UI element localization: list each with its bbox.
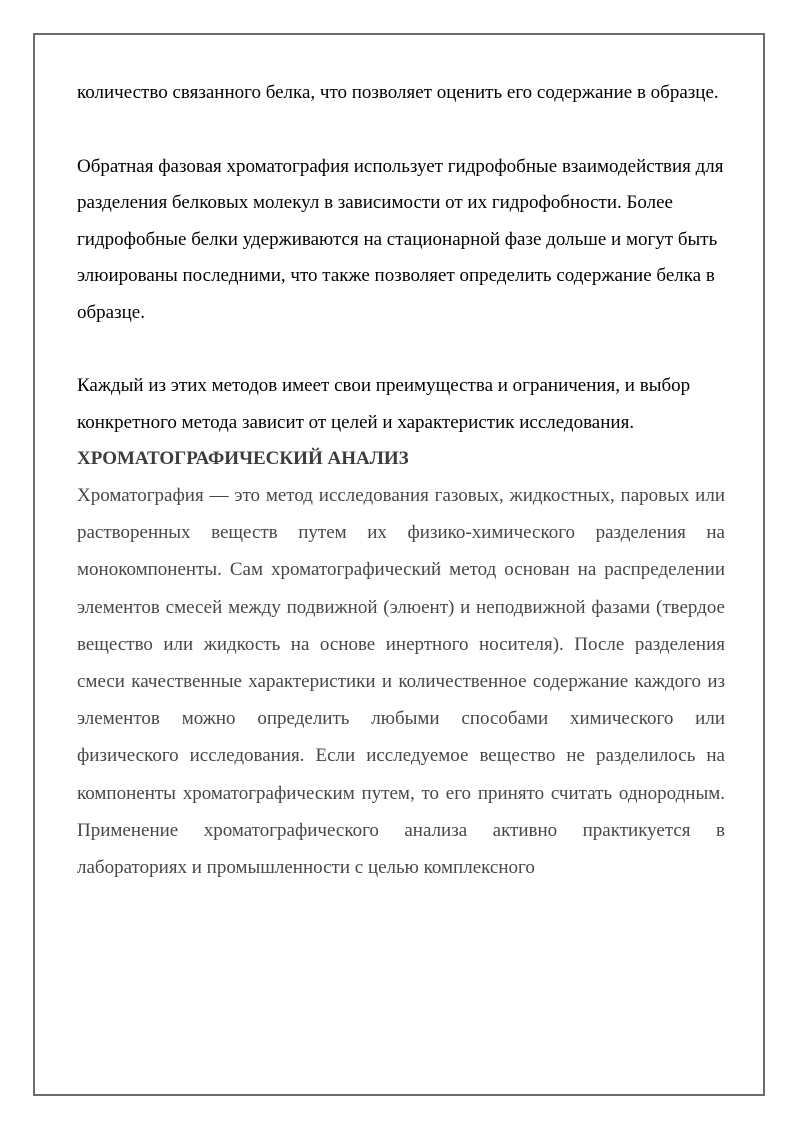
- document-page: [33, 33, 765, 1096]
- paragraph-reverse-phase: Обратная фазовая хроматография использует гидрофобные взаимодействия для разделения белковых молекул в зависимости от их гидрофобности. Более гидрофобные белки удерживаются на стационарной фазе дольше и могут быть элюированы последними, что также позволяет определить содержание белка в образце.: [77, 155, 724, 323]
- section-body: Хроматография — это метод исследования газовых, жидкостных, паровых или растворенных веществ путем их физико-химического разделения на монокомпоненты. Сам хроматографический метод основан на распределении элементов смесей между подвижной (элюент) и неподвижной фазами (твердое вещество или жидкость на основе инертного носителя). После разделения смеси качественные характеристики и количественное содержание каждого из элементов можно определить любыми способами химического или физического исследования. Если исследуемое вещество не разделилось на компоненты хроматографическим путем, то его принято считать однородным. Применение хроматографического анализа активно практикуется в лабораториях и промышленности с целью комплексного: [77, 485, 725, 879]
- paragraph-continuation: количество связанного белка, что позволяет оценить его содержание в образце.: [77, 82, 719, 103]
- section-heading: ХРОМАТОГРАФИЧЕСКИЙ АНАЛИЗ: [77, 448, 409, 469]
- paragraph-methods-summary: Каждый из этих методов имеет свои преимущества и ограничения, и выбор конкретного метода зависит от целей и характеристик исследования.: [77, 375, 691, 433]
- page-content: [77, 75, 725, 886]
